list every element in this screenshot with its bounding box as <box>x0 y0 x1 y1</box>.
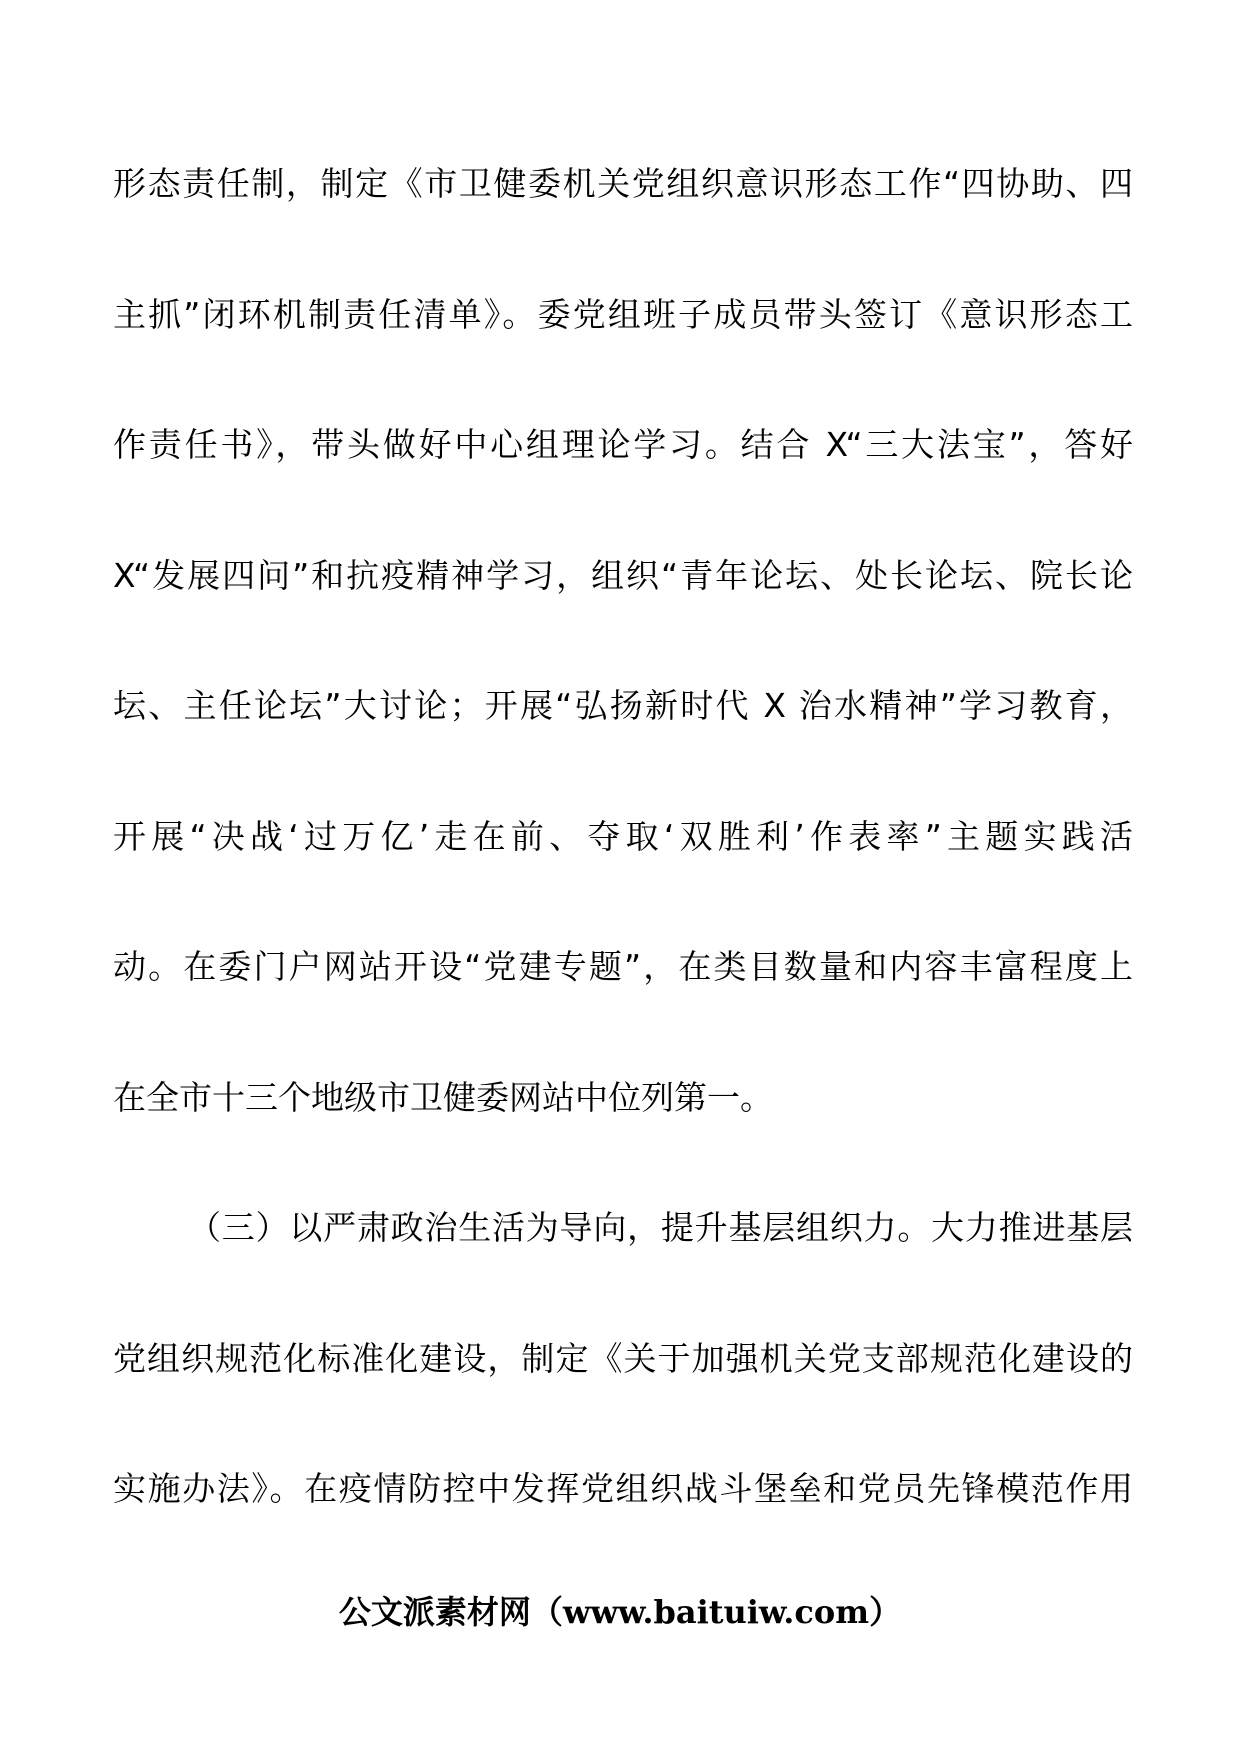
text-line: 党组织规范化标准化建设，制定《关于加强机关党支部规范化建设的 <box>113 1338 1133 1378</box>
body-text <box>113 154 1133 1590</box>
text-line: 在全市十三个地级市卫健委网站中位列第一。 <box>113 1077 773 1117</box>
text-line: 开展“决战‘过万亿’走在前、夺取‘双胜利’作表率”主题实践活 <box>113 816 1133 856</box>
text-line: 坛、主任论坛”大讨论；开展“弘扬新时代 X 治水精神”学习教育， <box>113 686 1133 725</box>
text-line: 形态责任制，制定《市卫健委机关党组织意识形态工作“四协助、四 <box>113 164 1133 203</box>
text-line: 主抓”闭环机制责任清单》。委党组班子成员带头签订《意识形态工 <box>113 294 1133 334</box>
text-line: 动。在委门户网站开设“党建专题”，在类目数量和内容丰富程度上 <box>113 947 1133 986</box>
text-line: 作责任书》，带头做好中心组理论学习。结合 X“三大法宝”，答好 <box>113 425 1133 464</box>
text-line: X“发展四问”和抗疫精神学习，组织“青年论坛、处长论坛、院长论 <box>113 555 1133 595</box>
text-line: 实施办法》。在疫情防控中发挥党组织战斗堡垒和党员先锋模范作用 <box>113 1469 1133 1508</box>
section-heading-line: （三）以严肃政治生活为导向，提升基层组织力。大力推进基层 <box>188 1208 1133 1247</box>
footer-watermark: 公文派素材网（www.baituiw.com） <box>338 1593 902 1631</box>
